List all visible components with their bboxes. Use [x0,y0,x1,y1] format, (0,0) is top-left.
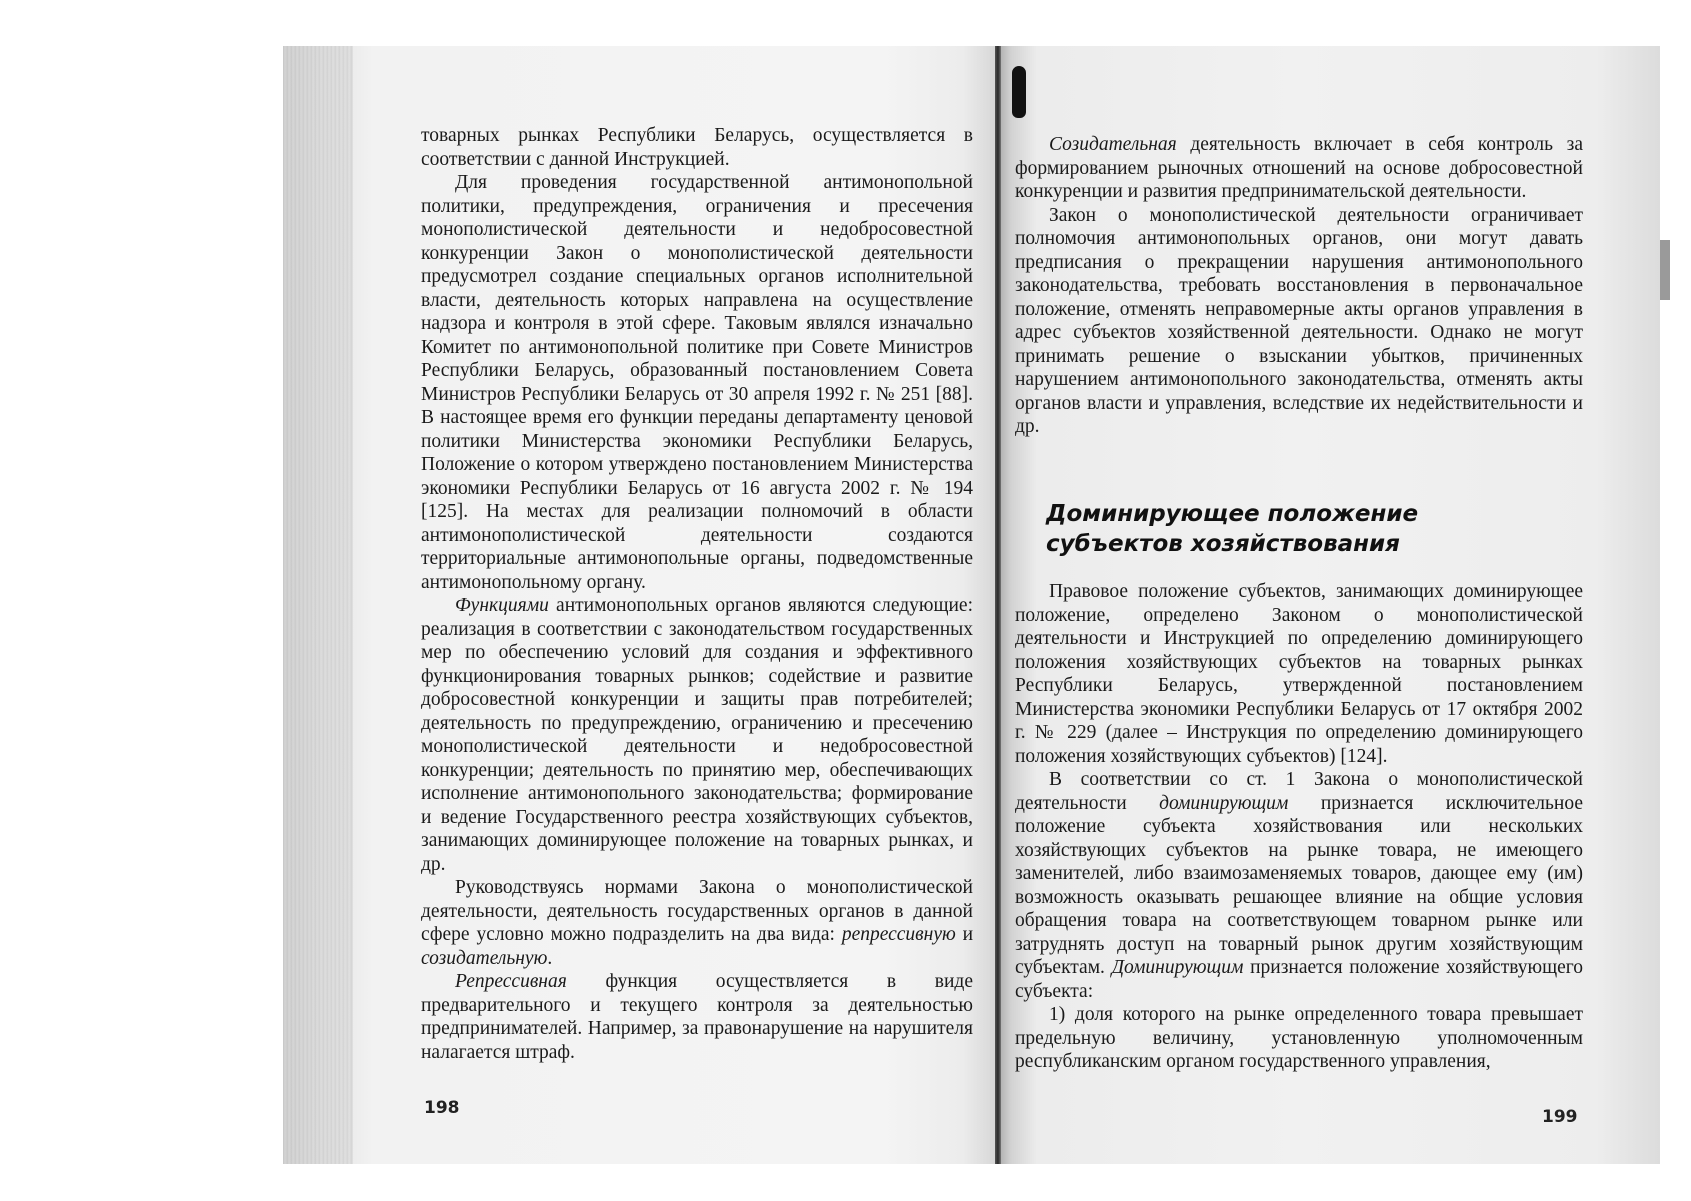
paragraph: Для проведения государственной антимонопольной политики, предупреждения, ограничения и пресечения монополистической деятельности и недобросовестной конкуренции Закон о монополистической деятельности предусмотрел создание специальных органов исполнительной власти, деятельность которых направлена на осуществление надзора и контроля в этой сфере. Таковым являлся изначально Комитет по антимонопольной политике при Совете Министров Республики Беларусь, образованный постановлением Совета Министров Республики Беларусь от 30 апреля 1992 г. № 251 [88]. В настоящее время его функции переданы департаменту ценовой политики Министерства экономики Республики Беларусь, Положение о котором утверждено постановлением Министерства экономики Республики Беларусь от 16 августа 2002 г. № 194 [125]. На местах для реализации полномочий в области антимонополистической деятельности создаются территориальные антимонопольные органы, подведомственные антимонопольному органу. [421,172,973,593]
emphasis: доминирующим [1159,792,1289,814]
page-tab-mark [1660,240,1670,300]
paragraph [421,970,973,1064]
paragraph-text: признается положение хозяйствующего субъекта: [1015,957,1584,1002]
paragraph-text: В соответствии со ст. 1 Закона о монополистической деятельности [1015,769,1583,814]
book-spine [995,46,1001,1164]
paragraph-text: . [547,947,553,969]
paragraph: Закон о монополистической деятельности ограничивает полномочия антимонопольных органов, они могут давать предписания о прекращении нарушения антимонопольного законодательства, требовать восстановления в первоначальное положение, отменять неправомерные акты органов управления в адрес субъектов хозяйственной деятельности. Однако не могут принимать решение о взыскании убытков, причиненных нарушением антимонопольного законодательства, отменять акты органов власти и управления, вследствие их недействительности и др. [1015,204,1583,437]
paragraph [421,876,973,970]
right-page-text-bottom [1015,580,1583,1074]
emphasis: Доминирующим [1111,957,1244,978]
page-edges [283,46,353,1164]
paragraph-text: и [955,924,974,945]
right-page-text-top [1015,133,1583,439]
paragraph: Правовое положение субъектов, занимающих доминирующее положение, определено Законом о монополистической деятельности и Инструкцией по определению доминирующего положения хозяйствующих субъектов на товарных рынках Республики Беларусь, утвержденной постановлением Министерства экономики Республики Беларусь от 17 октября 2002 г. № 229 (далее – Инструкция по определению доминирующего положения хозяйствующих субъектов) [124]. [1015,581,1583,767]
heading-line: субъектов хозяйствования [1046,531,1400,557]
paragraph: товарных рынках Республики Беларусь, осуществляется в соответствии с данной Инструкцией. [421,125,973,170]
page-number: 199 [1542,1107,1578,1127]
section-heading [1046,499,1546,559]
emphasis: репрессивную [841,924,956,945]
paragraph-text: функция осуществляется в виде предварительного и текущего контроля за деятельностью предпринимателей. Например, за правонарушение на нарушителя налагается штраф. [421,971,973,1063]
ink-blot [1012,66,1026,118]
paragraph-text: антимонопольных органов являются следующие: реализация в соответствии с законодательством государственных мер по обеспечению условий для создания и эффективного функционирования товарных рынков; содействие и развитие добросовестной конкуренции и защиты прав потребителей; деятельность по предупреждению, ограничению и пресечению монополистической деятельности и недобросовестной конкуренции; деятельность по принятию мер, обеспечивающих исполнение антимонопольного законодательства; формирование и ведение Государственного реестра хозяйствующих субъектов, занимающих доминирующее положение на товарных рынках, и др. [421,595,973,875]
left-page-text [421,124,973,1064]
emphasis: созидательную [421,947,548,969]
emphasis: Созидательная [1049,134,1177,155]
paragraph [421,594,973,876]
paragraph [1015,768,1583,1003]
paragraph [1015,133,1583,204]
paragraph-text: признается исключительное положение субъекта хозяйствования или нескольких хозяйствующих субъектов на рынке товара, не имеющего заменителей, либо взаимозаменяемых товаров, дающее ему (им) возможность оказывать решающее влияние на общие условия обращения товара на соответствующем товарном рынке или затруднять доступ на товарный рынок другим хозяйствующим субъектам. [1015,792,1583,978]
emphasis: Функциями [455,595,549,616]
heading-line: Доминирующее положение [1046,501,1419,527]
page-number: 198 [424,1098,460,1118]
paragraph: 1) доля которого на рынке определенного товара превышает предельную величину, установленную уполномоченным республиканским органом государственного управления, [1015,1004,1583,1072]
paragraph-text: деятельность включает в себя контроль за формированием рыночных отношений на основе добросовестной конкуренции и развития предпринимательской деятельности. [1015,134,1583,202]
paragraph-text: Руководствуясь нормами Закона о монополистической деятельности, деятельность государственных органов в данной сфере условно можно подразделить на два вида: [421,877,973,945]
emphasis: Репрессивная [455,971,567,992]
